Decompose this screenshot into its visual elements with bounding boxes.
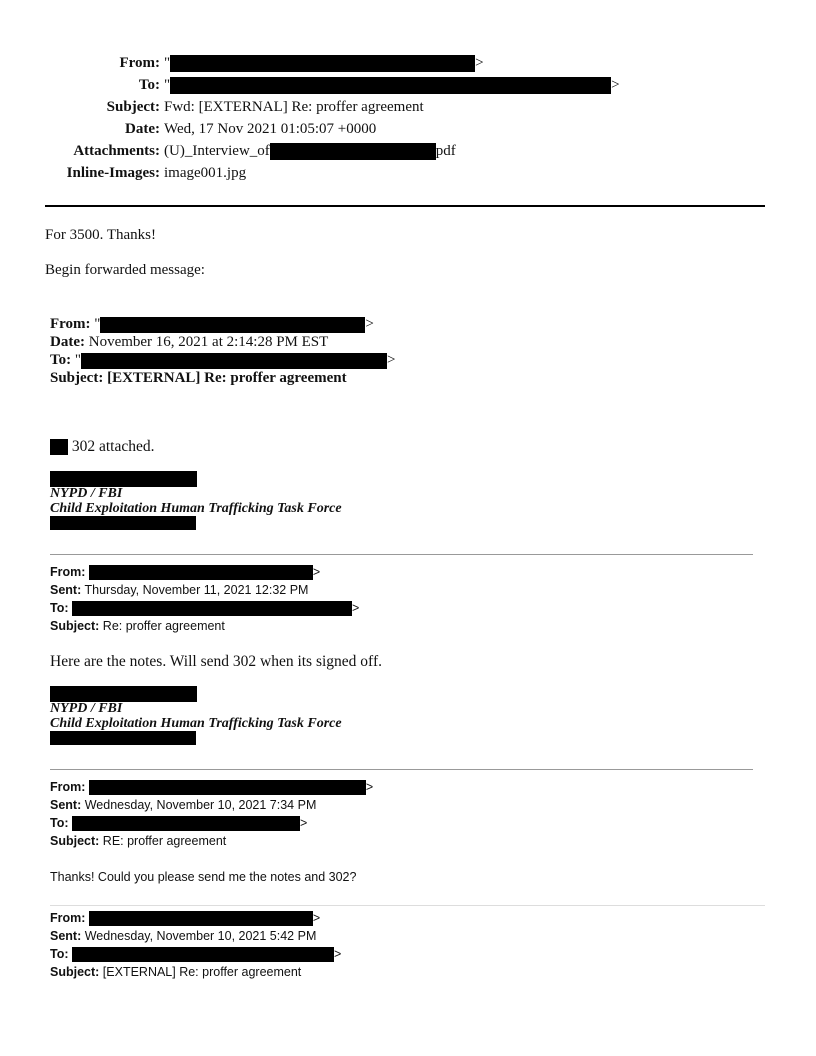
header-inline-label: Inline-Images:	[66, 165, 160, 181]
email2-subject-row	[50, 617, 225, 635]
header-date-label: Date:	[125, 121, 160, 137]
fwd-to-row: To: " >	[50, 352, 396, 368]
header-from-value: " >	[164, 55, 484, 71]
fwd-subject-row	[50, 369, 347, 387]
fwd-date-value: November 16, 2021 at 2:14:28 PM EST	[88, 334, 329, 350]
header-inline-row	[0, 163, 816, 183]
email4-subject-value: [EXTERNAL] Re: proffer agreement	[102, 965, 302, 979]
redaction-box	[50, 731, 196, 745]
header-date-row	[0, 119, 816, 139]
body-line-2: Begin forwarded message:	[45, 262, 205, 278]
fwd-date-row	[50, 333, 328, 351]
signature-org: NYPD / FBI	[50, 486, 123, 501]
email3-sent-label: Sent:	[50, 798, 82, 812]
header-to-value: " >	[164, 77, 620, 93]
fwd-subject-value: [EXTERNAL] Re: proffer agreement	[107, 370, 347, 386]
signature-unit: Child Exploitation Human Trafficking Task Force	[50, 501, 342, 516]
header-subject-row	[0, 97, 816, 117]
header-date-value: Wed, 17 Nov 2021 01:05:07 +0000	[164, 121, 377, 137]
email4-to-row: To: >	[50, 947, 342, 961]
email4-subject-row	[50, 963, 301, 981]
email2-from-row: From: >	[50, 565, 321, 579]
fwd-to-label: To:	[50, 352, 72, 368]
email3-subject-value: RE: proffer agreement	[102, 834, 227, 848]
email4-sent-value: Wednesday, November 10, 2021 5:42 PM	[84, 929, 317, 943]
email4-from-row: From: >	[50, 911, 321, 925]
email2-message: Here are the notes. Will send 302 when its signed off.	[50, 653, 382, 670]
email3-to-row: To: >	[50, 816, 308, 830]
email3-from-row: From: >	[50, 780, 374, 794]
redaction-box	[170, 77, 611, 94]
email3-to-label: To:	[50, 816, 69, 830]
signature2-org: NYPD / FBI	[50, 701, 123, 716]
header-to-row	[0, 75, 816, 95]
email2-subject-value: Re: proffer agreement	[102, 619, 225, 633]
redaction-box	[170, 55, 475, 72]
email3-sent-row	[50, 796, 316, 814]
redaction-box	[89, 565, 313, 580]
redaction-box	[50, 516, 196, 530]
header-inline-value: image001.jpg	[164, 165, 247, 181]
header-from-label: From:	[119, 55, 160, 71]
email3-subject-row	[50, 832, 226, 850]
fwd-from-label: From:	[50, 316, 91, 332]
email2-to-row: To: >	[50, 601, 360, 615]
header-subject-label: Subject:	[106, 99, 160, 115]
header-attachments-value: (U)_Interview_of pdf	[164, 143, 456, 159]
email3-sent-value: Wednesday, November 10, 2021 7:34 PM	[84, 798, 317, 812]
email3-subject-label: Subject:	[50, 834, 100, 848]
header-attachments-label: Attachments:	[73, 143, 160, 159]
header-attachments-row	[0, 141, 816, 161]
email4-subject-label: Subject:	[50, 965, 100, 979]
email2-sent-value: Thursday, November 11, 2021 12:32 PM	[84, 583, 309, 597]
email-divider	[50, 769, 753, 770]
fwd-from-row: From: " >	[50, 316, 374, 332]
email4-to-label: To:	[50, 947, 69, 961]
redaction-box	[100, 317, 365, 333]
redaction-box	[50, 439, 68, 455]
email3-message: Thanks! Could you please send me the notes and 302?	[50, 870, 357, 884]
redaction-box	[81, 353, 387, 369]
redaction-box	[270, 143, 436, 160]
redaction-box	[89, 780, 366, 795]
email4-sent-row	[50, 927, 316, 945]
fwd-date-label: Date:	[50, 334, 85, 350]
email-divider	[50, 905, 765, 906]
body-line-1: For 3500. Thanks!	[45, 227, 156, 243]
redaction-box	[72, 601, 352, 616]
header-to-label: To:	[138, 77, 160, 93]
signature2-unit: Child Exploitation Human Trafficking Task Force	[50, 716, 342, 731]
redaction-box	[89, 911, 313, 926]
redaction-box	[50, 686, 197, 702]
email-divider	[50, 554, 753, 555]
email2-subject-label: Subject:	[50, 619, 100, 633]
email2-sent-row	[50, 581, 308, 599]
email2-from-label: From:	[50, 565, 86, 579]
header-divider	[45, 205, 765, 207]
email4-sent-label: Sent:	[50, 929, 82, 943]
fwd-subject-label: Subject:	[50, 370, 104, 386]
email3-from-label: From:	[50, 780, 86, 794]
email2-to-label: To:	[50, 601, 69, 615]
header-subject-value: Fwd: [EXTERNAL] Re: proffer agreement	[164, 99, 424, 115]
email4-from-label: From:	[50, 911, 86, 925]
header-from-row	[0, 53, 816, 73]
redaction-box	[72, 816, 300, 831]
email2-sent-label: Sent:	[50, 583, 82, 597]
redaction-box	[50, 471, 197, 487]
fwd-message: 302 attached.	[50, 438, 155, 456]
redaction-box	[72, 947, 334, 962]
